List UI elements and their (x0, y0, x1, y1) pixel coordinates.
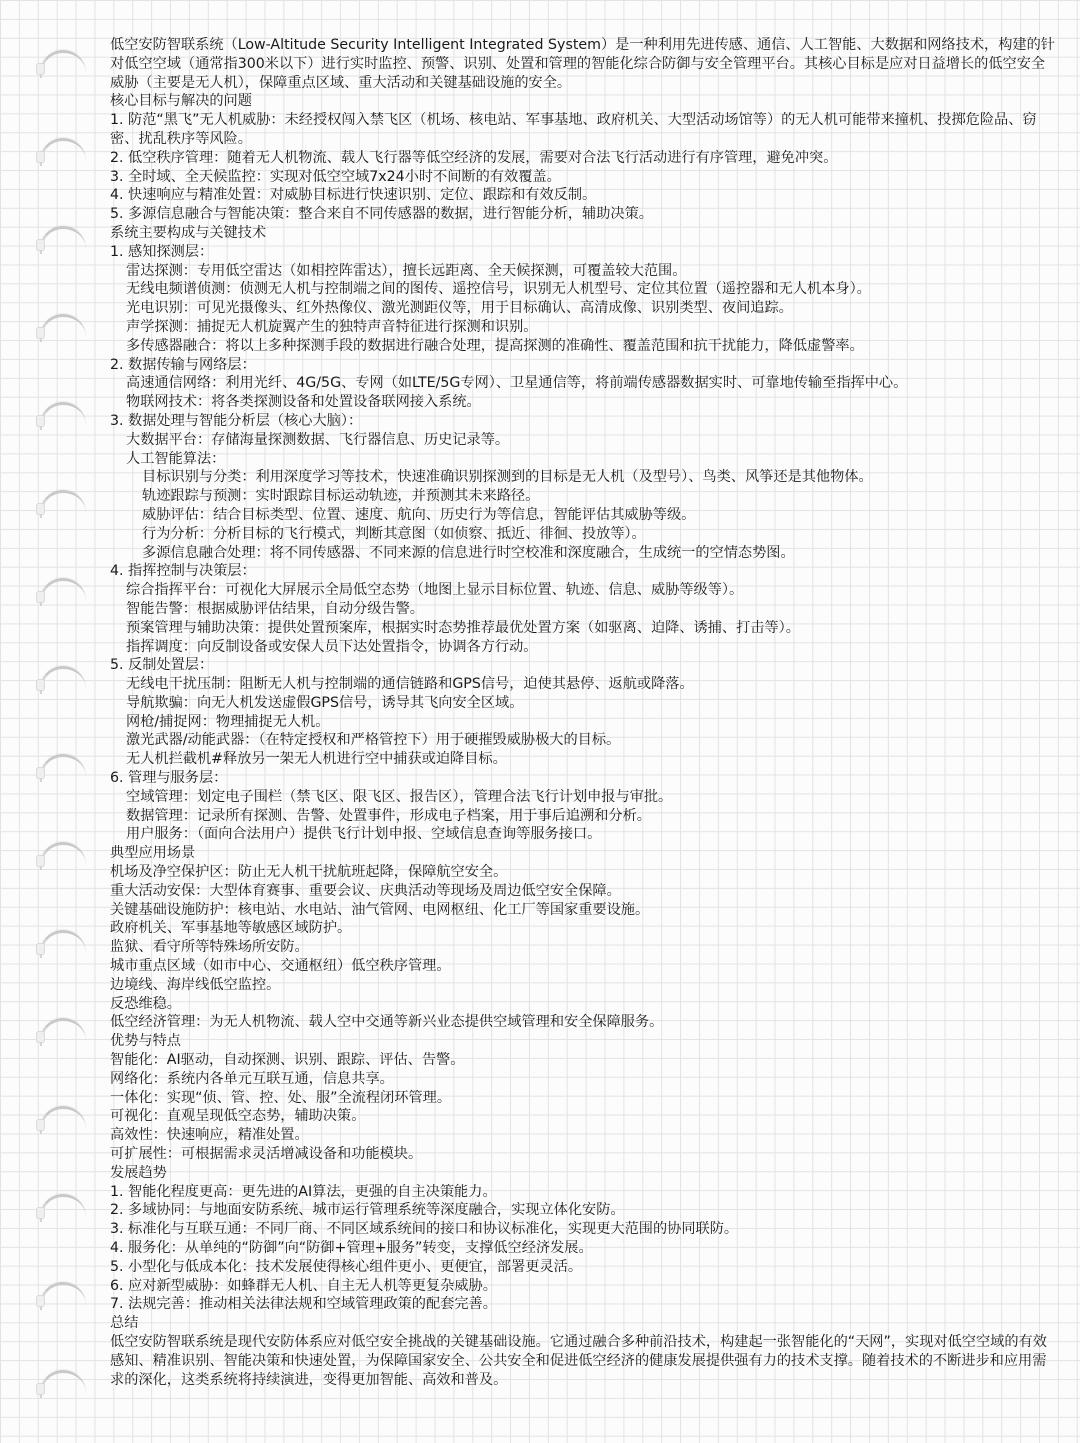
advantage-item: 智能化：AI驱动，自动探测、识别、跟踪、评估、告警。 (110, 1052, 465, 1069)
goal-item: 1. 防范“黑飞”无人机威胁：未经授权闯入禁飞区（机场、核电站、军事基地、政府机关、大型活动场馆等）的无人机可能带来撞机、投掷危险品、窃密、扰乱秩序等风险。 (110, 112, 1037, 147)
layer-item: 网枪/捕捉网：物理捕捉无人机。 (126, 713, 330, 730)
binder-ring (40, 1106, 86, 1134)
layer-item: 雷达探测：专用低空雷达（如相控阵雷达），擅长远距离、全天候探测，可覆盖较大范围。 (126, 262, 687, 279)
binder-ring (40, 1018, 86, 1046)
scenario-item: 监狱、看守所等特殊场所安防。 (110, 939, 309, 956)
layer-item: 导航欺骗：向无人机发送虚假GPS信号，诱导其飞向安全区域。 (126, 694, 524, 711)
section-heading-trends: 发展趋势 (110, 1164, 167, 1181)
layer-title: 3. 数据处理与智能分析层（核心大脑）： (110, 412, 363, 429)
advantage-item: 可扩展性：可根据需求灵活增减设备和功能模块。 (110, 1146, 423, 1163)
document-body (110, 36, 1055, 1389)
scenario-item: 边境线、海岸线低空监控。 (110, 976, 281, 993)
trend-item: 4. 服务化：从单纯的“防御”向“防御+管理+服务”转变，支撑低空经济发展。 (110, 1240, 593, 1256)
section-heading-tech: 系统主要构成与关键技术 (110, 224, 267, 241)
advantage-item: 一体化：实现“侦、管、控、处、服”全流程闭环管理。 (110, 1089, 452, 1106)
scenario-item: 低空经济管理：为无人机物流、载人空中交通等新兴业态提供空域管理和安全保障服务。 (110, 1014, 664, 1031)
goal-item: 4. 快速响应与精准处置：对威胁目标进行快速识别、定位、跟踪和有效反制。 (110, 187, 597, 204)
section-heading-summary: 总结 (110, 1315, 139, 1332)
layer-item: 无线电干扰压制：阻断无人机与控制端的通信链路和GPS信号，迫使其悬停、返航或降落。 (126, 676, 694, 693)
section-heading-advantages: 优势与特点 (110, 1033, 181, 1050)
ai-item: 轨迹跟踪与预测：实时跟踪目标运动轨迹，并预测其未来路径。 (142, 488, 540, 505)
binder-rings (0, 0, 90, 1443)
layer-item: 数据管理：记录所有探测、告警、处置事件，形成电子档案，用于事后追溯和分析。 (126, 807, 651, 824)
binder-ring (40, 402, 86, 430)
scenario-item: 反恐维稳。 (110, 995, 181, 1012)
binder-ring (40, 578, 86, 606)
ai-item: 多源信息融合处理：将不同传感器、不同来源的信息进行时空校准和深度融合，生成统一的空情态势图。 (142, 544, 795, 561)
binder-ring (40, 50, 86, 78)
summary-paragraph: 低空安防智联系统是现代安防体系应对低空安全挑战的关键基础设施。它通过融合多种前沿技术，构建起一张智能化的“天网”，实现对低空空域的有效感知、精准识别、智能决策和快速处置，为保障国家安全、公共安全和促进低空经济的健康发展提供强有力的技术支撑。随着技术的不断进步和应用需求的深化，这类系统将持续演进，变得更加智能、高效和普及。 (110, 1333, 1047, 1388)
binder-ring (40, 226, 86, 254)
layer-item: 多传感器融合：将以上多种探测手段的数据进行融合处理，提高探测的准确性、覆盖范围和抗干扰能力，降低虚警率。 (126, 337, 864, 354)
binder-ring (40, 1370, 86, 1398)
binder-ring (40, 754, 86, 782)
goal-item: 5. 多源信息融合与智能决策：整合来自不同传感器的数据，进行智能分析，辅助决策。 (110, 206, 653, 223)
layer-title: 4. 指挥控制与决策层： (110, 563, 256, 580)
scenario-item: 重大活动安保：大型体育赛事、重要会议、庆典活动等现场及周边低空安全保障。 (110, 882, 621, 899)
binder-ring (40, 1282, 86, 1310)
layer-item: 高速通信网络：利用光纤、4G/5G、专网（如LTE/5G专网）、卫星通信等，将前端传感器数据实时、可靠地传输至指挥中心。 (126, 375, 908, 392)
layer-item: 指挥调度：向反制设备或安保人员下达处置指令，协调各方行动。 (126, 638, 538, 655)
layer-item: 无线电频谱侦测：侦测无人机与控制端之间的图传、遥控信号，识别无人机型号、定位其位置（遥控器和无人机本身）。 (126, 281, 871, 298)
trend-item: 5. 小型化与低成本化：技术发展使得核心组件更小、更便宜，部署更灵活。 (110, 1258, 583, 1275)
layer-item: 光电识别：可见光摄像头、红外热像仪、激光测距仪等，用于目标确认、高清成像、识别类型、夜间追踪。 (126, 300, 793, 317)
trend-item: 2. 多域协同：与地面安防系统、城市运行管理系统等深度融合，实现立体化安防。 (110, 1202, 625, 1219)
binder-ring (40, 666, 86, 694)
layer-title: 2. 数据传输与网络层： (110, 356, 256, 373)
layer-item: 用户服务：（面向合法用户）提供飞行计划申报、空域信息查询等服务接口。 (126, 826, 602, 843)
binder-ring (40, 490, 86, 518)
layer-title: 5. 反制处置层： (110, 657, 214, 674)
layer-title: 1. 感知探测层： (110, 243, 214, 260)
layer-title: 6. 管理与服务层： (110, 770, 228, 787)
scenario-item: 关键基础设施防护：核电站、水电站、油气管网、电网枢纽、化工厂等国家重要设施。 (110, 901, 650, 918)
layer-item: 物联网技术：将各类探测设备和处置设备联网接入系统。 (126, 394, 481, 411)
advantage-item: 可视化：直观呈现低空态势，辅助决策。 (110, 1108, 366, 1125)
intro-paragraph: 低空安防智联系统（Low-Altitude Security Intelligent Integrated System）是一种利用先进传感、通信、人工智能、大数据和网络技术，构建的针对低空空域（通常指300米以下）进行实时监控、预警、识别、处置和管理的智能化综合防御与安全管理平台。其核心目标是应对日益增长的低空安全威胁（主要是无人机），保障重点区域、重大活动和关键基础设施的安全。 (110, 37, 1055, 91)
scenario-item: 机场及净空保护区：防止无人机干扰航班起降，保障航空安全。 (110, 864, 508, 881)
layer-item: 预案管理与辅助决策：提供处置预案库，根据实时态势推荐最优处置方案（如驱离、迫降、诱捕、打击等）。 (126, 619, 800, 636)
goal-item: 2. 低空秩序管理：随着无人机物流、载人飞行器等低空经济的发展，需要对合法飞行活动进行有序管理，避免冲突。 (110, 149, 838, 166)
layer-item: 激光武器/动能武器：（在特定授权和严格管控下）用于硬摧毁威胁极大的目标。 (126, 732, 621, 749)
section-heading-goals: 核心目标与解决的问题 (110, 93, 252, 110)
ai-item: 目标识别与分类：利用深度学习等技术，快速准确识别探测到的目标是无人机（及型号）、鸟类、风筝还是其他物体。 (142, 469, 873, 486)
layer-item: 大数据平台：存储海量探测数据、飞行器信息、历史记录等。 (126, 431, 510, 448)
section-heading-scenarios: 典型应用场景 (110, 845, 196, 862)
advantage-item: 高效性：快速响应，精准处置。 (110, 1127, 309, 1144)
trend-item: 3. 标准化与互联互通：不同厂商、不同区域系统间的接口和协议标准化，实现更大范围的协同联防。 (110, 1221, 739, 1238)
binder-ring (40, 842, 86, 870)
binder-ring (40, 1194, 86, 1222)
ai-item: 行为分析：分析目标的飞行模式，判断其意图（如侦察、抵近、徘徊、投放等）。 (142, 525, 646, 542)
binder-ring (40, 138, 86, 166)
advantage-item: 网络化：系统内各单元互联互通，信息共享。 (110, 1070, 394, 1087)
ai-item: 威胁评估：结合目标类型、位置、速度、航向、历史行为等信息，智能评估其威胁等级。 (142, 506, 696, 523)
trend-item: 1. 智能化程度更高：更先进的AI算法，更强的自主决策能力。 (110, 1183, 497, 1200)
goal-item: 3. 全时域、全天候监控：实现对低空空域7x24小时不间断的有效覆盖。 (110, 168, 561, 185)
binder-ring (40, 314, 86, 342)
trend-item: 7. 法规完善：推动相关法律法规和空域管理政策的配套完善。 (110, 1296, 497, 1313)
scenario-item: 政府机关、军事基地等敏感区域防护。 (110, 920, 352, 937)
layer-item: 无人机拦截机#释放另一架无人机进行空中捕获或迫降目标。 (126, 751, 507, 768)
layer-item: 声学探测：捕捉无人机旋翼产生的独特声音特征进行探测和识别。 (126, 318, 538, 335)
binder-ring (40, 930, 86, 958)
scenario-item: 城市重点区域（如市中心、交通枢纽）低空秩序管理。 (110, 958, 451, 975)
layer-item: 智能告警：根据威胁评估结果，自动分级告警。 (126, 600, 424, 617)
layer-item: 人工智能算法： (126, 450, 226, 467)
layer-item: 空域管理：划定电子围栏（禁飞区、限飞区、报告区），管理合法飞行计划申报与审批。 (126, 788, 673, 805)
layer-item: 综合指挥平台：可视化大屏展示全局低空态势（地图上显示目标位置、轨迹、信息、威胁等级等）。 (126, 582, 744, 599)
trend-item: 6. 应对新型威胁：如蜂群无人机、自主无人机等更复杂威胁。 (110, 1277, 497, 1294)
